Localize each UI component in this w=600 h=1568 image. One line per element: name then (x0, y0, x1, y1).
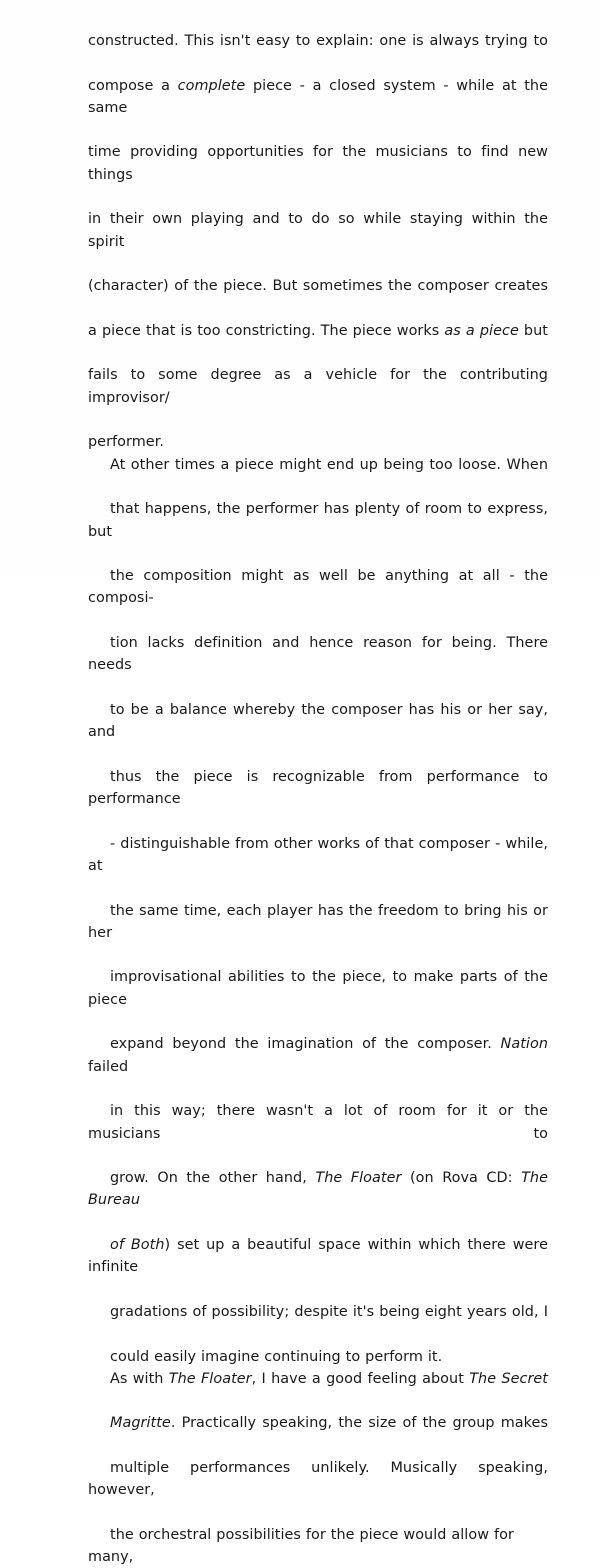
text-run: - distinguishable from other works of that composer - while, at (88, 835, 553, 874)
text-run: a piece that is too constricting. The piece works (88, 322, 445, 339)
italic-run: The Floater (168, 1370, 252, 1387)
text-run: to be a balance whereby the composer has his or her say, and (88, 701, 553, 741)
text-line (88, 1301, 548, 1346)
text-line (88, 1457, 553, 1524)
text-run: compose a (88, 77, 178, 94)
text-line (88, 966, 553, 1033)
text-run: (on Rova CD: (401, 1170, 522, 1187)
text-line (88, 766, 553, 833)
text-line (88, 30, 548, 75)
italic-run: Magritte (110, 1415, 171, 1432)
body-text (88, 30, 553, 1568)
italic-run: The Floater (315, 1170, 402, 1187)
text-run: ) set up a beautiful space within which there were infinite (88, 1237, 553, 1276)
text-line (88, 1033, 553, 1100)
text-run: (character) of the piece. But sometimes the composer creates (88, 278, 548, 295)
text-line (88, 1412, 548, 1457)
text-run: multiple performances unlikely. Musically speaking, however, (88, 1460, 553, 1499)
text-line (88, 1234, 553, 1301)
paragraph (88, 454, 553, 1368)
text-run: the same time, each player has the freedom to bring his or her (88, 902, 553, 941)
text-run: piece - a closed system - while at the same (88, 77, 553, 116)
text-line (88, 141, 553, 208)
text-run: the orchestral possibilities for the piece would allow for many, (88, 1526, 519, 1566)
text-line (88, 498, 553, 565)
paragraph (88, 1368, 553, 1568)
text-line (88, 699, 553, 766)
text-run: . Practically speaking, the size of the group makes (170, 1415, 548, 1432)
italic-run: Nation (500, 1036, 548, 1053)
italic-run: of Both (110, 1237, 165, 1254)
text-run: performer. (88, 434, 164, 451)
text-run: At other times a piece might end up being too loose. When (110, 456, 548, 473)
text-line (88, 431, 548, 453)
text-line (88, 320, 548, 365)
text-line (88, 364, 553, 431)
text-line (88, 1100, 553, 1167)
text-run: , I have a good feeling about (251, 1370, 470, 1387)
text-line (88, 632, 553, 699)
italic-run: complete (177, 77, 246, 94)
text-run: improvisational abilities to the piece, to make parts of the piece (88, 969, 553, 1008)
text-run: could easily imagine continuing to perform it. (110, 1348, 443, 1365)
text-run: gradations of possibility; despite it's being eight years old, I (110, 1303, 548, 1320)
text-run: the composition might as well be anything at all - the composi- (88, 568, 553, 607)
text-line (88, 208, 553, 275)
text-run: tion lacks definition and hence reason for being. There needs (88, 635, 553, 674)
text-line (88, 1167, 553, 1234)
text-line (88, 1346, 548, 1368)
text-run: thus the piece is recognizable from performance to performance (88, 768, 553, 808)
paragraph (88, 30, 553, 454)
text-line (88, 565, 553, 632)
italic-run: The Secret (469, 1370, 549, 1387)
text-run: constructed. This isn't easy to explain: one is always trying to (88, 33, 548, 49)
text-line (88, 900, 553, 967)
text-run: expand beyond the imagination of the composer. (110, 1036, 501, 1053)
text-run: that happens, the performer has plenty of room to express, but (88, 501, 553, 540)
text-run: in their own playing and to do so while staying within the spirit (88, 211, 553, 250)
text-run: time providing opportunities for the musicians to find new things (88, 144, 553, 183)
text-run: but (518, 322, 548, 339)
text-line (88, 833, 553, 900)
text-run: failed (88, 1036, 553, 1075)
text-run: grow. On the other hand, (110, 1170, 316, 1187)
italic-run: as a piece (444, 322, 519, 339)
text-line (88, 454, 548, 499)
text-run: in this way; there wasn't a lot of room for it or the musicians to (88, 1103, 553, 1142)
text-line (88, 275, 548, 320)
text-line (88, 1368, 548, 1413)
text-line (88, 1524, 548, 1568)
text-run: As with (110, 1370, 169, 1387)
text-line (88, 75, 553, 142)
text-run: fails to some degree as a vehicle for the contributing improvisor/ (88, 367, 553, 406)
italic-run: The Bureau (88, 1170, 553, 1209)
